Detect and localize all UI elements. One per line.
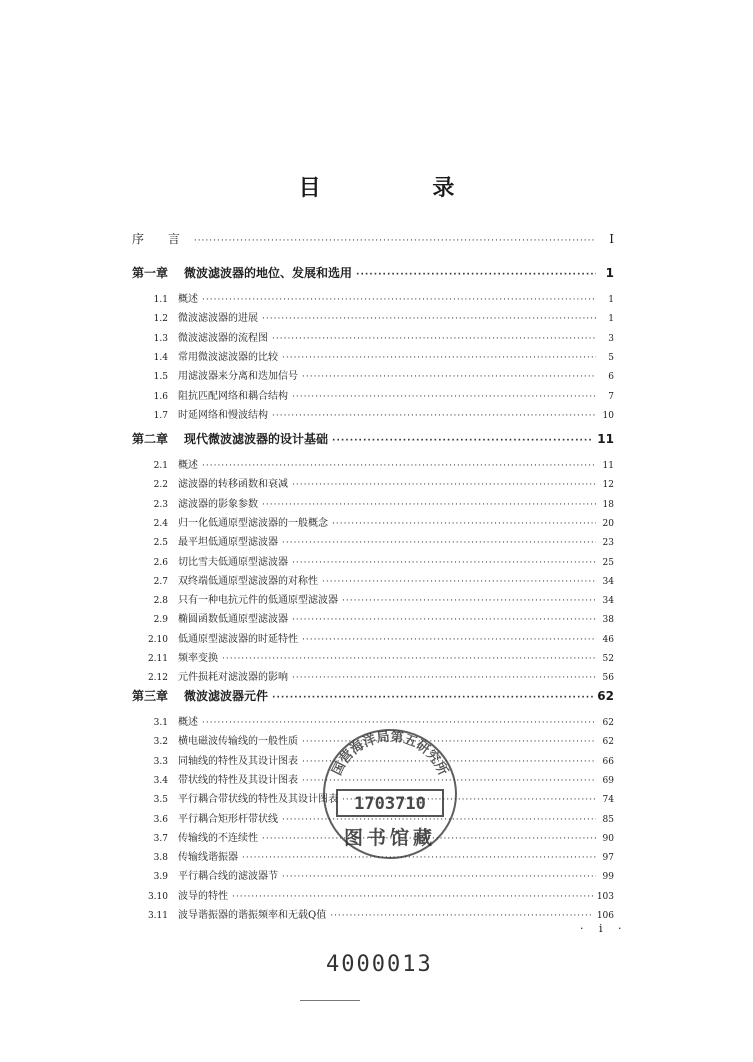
leader-dots <box>322 577 596 587</box>
section-number: 2.12 <box>147 673 168 684</box>
section-title: 带状线的特性及其设计图表 <box>178 774 298 786</box>
leader-dots <box>202 295 596 305</box>
section-number: 3.9 <box>153 872 168 883</box>
section-title: 只有一种电抗元件的低通原型滤波器 <box>178 595 338 607</box>
chapter-title: 微波滤波器的地位、发展和选用 <box>184 266 353 280</box>
section-number: 2.7 <box>153 576 168 587</box>
section-title: 波导的特性 <box>178 890 228 902</box>
section-title: 切比雪夫低通原型滤波器 <box>178 556 288 568</box>
section-title: 双终端低通原型滤波器的对称性 <box>178 575 318 587</box>
section-number: 3.7 <box>153 833 168 844</box>
preface-label: 序 言 <box>132 232 190 246</box>
toc-section[interactable] <box>140 887 614 902</box>
section-title: 平行耦合线的滤波器节 <box>178 871 278 883</box>
toc-section[interactable] <box>140 348 614 363</box>
section-page: 34 <box>602 576 614 587</box>
section-number: 2.5 <box>153 538 168 549</box>
chapter-page: 11 <box>597 432 614 446</box>
section-page: 12 <box>602 480 614 491</box>
section-number: 2.4 <box>153 518 168 529</box>
chapter-label: 第二章 <box>132 432 169 446</box>
toc-section[interactable] <box>140 309 614 324</box>
page-folio: · i · <box>580 922 628 935</box>
leader-dots <box>330 911 593 921</box>
toc-section[interactable] <box>140 495 614 510</box>
section-page: 38 <box>602 615 614 626</box>
svg-text:国营海洋局第五研究所 <box>329 729 451 778</box>
section-title: 阻抗匹配网络和耦合结构 <box>178 390 288 402</box>
chapter-label: 第三章 <box>132 689 169 703</box>
section-page: 3 <box>608 333 614 344</box>
section-page: 62 <box>602 737 614 748</box>
section-page: 7 <box>608 391 614 402</box>
leader-dots <box>292 615 596 625</box>
section-title: 传输线的不连续性 <box>178 832 258 844</box>
section-title: 归一化低通原型滤波器的一般概念 <box>178 517 328 529</box>
leader-dots <box>302 635 596 645</box>
section-number: 2.2 <box>153 480 168 491</box>
section-page: 20 <box>602 518 614 529</box>
section-page: 23 <box>602 538 614 549</box>
chapter-title: 现代微波滤波器的设计基础 <box>184 432 329 446</box>
leader-dots <box>272 411 596 421</box>
section-number: 3.11 <box>147 911 168 921</box>
section-title: 微波滤波器的流程图 <box>178 332 268 344</box>
toc-section[interactable] <box>140 475 614 490</box>
section-number: 2.9 <box>153 615 168 626</box>
section-title: 最平坦低通原型滤波器 <box>178 537 278 549</box>
section-page: 62 <box>602 718 614 728</box>
section-number: 1.5 <box>153 372 168 383</box>
section-page: 103 <box>596 891 614 902</box>
catalog-number: 4000013 <box>326 952 433 977</box>
section-title: 用滤波器来分离和迭加信号 <box>178 371 298 383</box>
section-title: 平行耦合带状线的特性及其设计图表 <box>178 794 338 806</box>
section-number: 1.2 <box>153 314 168 325</box>
leader-dots <box>342 596 596 606</box>
stamp-label: 图书馆藏 <box>343 827 437 849</box>
leader-dots <box>272 334 596 344</box>
section-page: 46 <box>602 634 614 645</box>
leader-dots <box>282 872 596 882</box>
bottom-rule <box>300 1000 360 1001</box>
toc-section[interactable] <box>140 867 614 882</box>
section-title: 元件损耗对滤波器的影响 <box>178 672 288 684</box>
chapter-title: 微波滤波器元件 <box>184 689 269 703</box>
section-page: 99 <box>602 872 614 883</box>
leader-dots <box>222 654 596 664</box>
section-title: 常用微波滤波器的比较 <box>178 351 278 363</box>
section-page: 34 <box>602 596 614 607</box>
section-title: 波导谐振器的谐振频率和无载Q值 <box>178 910 327 921</box>
leader-dots <box>282 538 596 548</box>
section-number: 3.10 <box>147 891 168 902</box>
toc-chapter[interactable] <box>132 687 614 704</box>
section-page: 6 <box>608 372 614 383</box>
toc-section[interactable] <box>140 456 614 471</box>
section-page: 1 <box>608 314 614 325</box>
section-number: 2.8 <box>153 596 168 607</box>
leader-dots <box>292 392 596 402</box>
toc-section[interactable] <box>140 630 614 645</box>
toc-section[interactable] <box>140 906 614 921</box>
leader-dots <box>332 436 593 446</box>
section-number: 3.3 <box>153 756 168 767</box>
toc-section[interactable] <box>140 387 614 402</box>
section-page: 97 <box>602 853 614 864</box>
section-number: 2.6 <box>153 557 168 568</box>
section-title: 频率变换 <box>178 653 218 664</box>
section-title: 低通原型滤波器的时延特性 <box>178 633 298 645</box>
leader-dots <box>194 236 596 246</box>
section-title: 滤波器的转移函数和衰减 <box>178 479 288 491</box>
toc-section[interactable] <box>140 329 614 344</box>
chapter-page: 62 <box>597 689 614 703</box>
leader-dots <box>302 372 596 382</box>
toc-chapter[interactable] <box>132 264 614 281</box>
section-number: 1.7 <box>153 410 168 421</box>
preface-page: I <box>609 232 614 246</box>
leader-dots <box>282 353 596 363</box>
chapter-label: 第一章 <box>132 266 169 280</box>
section-title: 微波滤波器的进展 <box>178 313 258 325</box>
section-page: 74 <box>602 795 614 806</box>
section-title: 概述 <box>178 294 198 305</box>
leader-dots <box>272 693 593 703</box>
section-title: 平行耦合矩形杆带状线 <box>178 813 278 825</box>
section-title: 概述 <box>178 717 198 728</box>
leader-dots <box>232 892 593 902</box>
leader-dots <box>332 519 596 529</box>
section-title: 时延网络和慢波结构 <box>178 409 268 421</box>
section-page: 85 <box>602 814 614 825</box>
section-page: 10 <box>602 410 614 421</box>
section-number: 3.6 <box>153 814 168 825</box>
section-number: 3.5 <box>153 795 168 806</box>
toc-section[interactable] <box>140 533 614 548</box>
leader-dots <box>202 461 596 471</box>
section-page: 56 <box>602 673 614 684</box>
section-number: 1.3 <box>153 333 168 344</box>
section-number: 1.1 <box>153 295 168 305</box>
section-page: 106 <box>596 911 614 921</box>
section-title: 横电磁波传输线的一般性质 <box>178 736 298 748</box>
section-number: 3.1 <box>153 718 168 728</box>
section-number: 3.2 <box>153 737 168 748</box>
page-title: 目 录 <box>298 176 507 201</box>
section-page: 1 <box>608 295 614 305</box>
chapter-page: 1 <box>605 266 614 280</box>
section-number: 1.4 <box>153 352 168 363</box>
toc-preface[interactable] <box>132 230 614 247</box>
toc-section[interactable] <box>140 610 614 625</box>
stamp-ring-text: 国营海洋局第五研究所 <box>329 729 451 778</box>
section-page: 52 <box>602 654 614 664</box>
section-page: 90 <box>602 833 614 844</box>
toc-section[interactable] <box>140 290 614 305</box>
leader-dots <box>262 500 596 510</box>
section-title: 概述 <box>178 460 198 471</box>
toc-section[interactable] <box>140 649 614 664</box>
section-page: 18 <box>602 499 614 510</box>
leader-dots <box>292 558 596 568</box>
leader-dots <box>262 314 596 324</box>
toc-section[interactable] <box>140 367 614 382</box>
section-number: 3.8 <box>153 853 168 864</box>
toc-section[interactable] <box>140 572 614 587</box>
section-page: 66 <box>602 756 614 767</box>
toc-section[interactable] <box>140 668 614 683</box>
toc-section[interactable] <box>140 553 614 568</box>
leader-dots <box>356 270 596 280</box>
toc-section[interactable] <box>140 591 614 606</box>
library-stamp <box>315 714 465 864</box>
section-page: 25 <box>602 557 614 568</box>
section-number: 3.4 <box>153 775 168 786</box>
leader-dots <box>292 480 596 490</box>
section-number: 2.1 <box>153 461 168 471</box>
section-number: 2.3 <box>153 499 168 510</box>
toc-section[interactable] <box>140 514 614 529</box>
toc-section[interactable] <box>140 406 614 421</box>
section-page: 69 <box>602 775 614 786</box>
leader-dots <box>292 673 596 683</box>
toc-chapter[interactable] <box>132 430 614 447</box>
section-number: 1.6 <box>153 391 168 402</box>
section-number: 2.11 <box>147 654 168 664</box>
section-title: 椭圆函数低通原型滤波器 <box>178 614 288 626</box>
section-page: 11 <box>602 461 614 471</box>
stamp-number: 1703710 <box>354 794 426 814</box>
section-title: 滤波器的影象参数 <box>178 498 258 510</box>
section-page: 5 <box>608 352 614 363</box>
section-number: 2.10 <box>147 634 168 645</box>
section-title: 同轴线的特性及其设计图表 <box>178 755 298 767</box>
section-title: 传输线谐振器 <box>178 852 238 864</box>
